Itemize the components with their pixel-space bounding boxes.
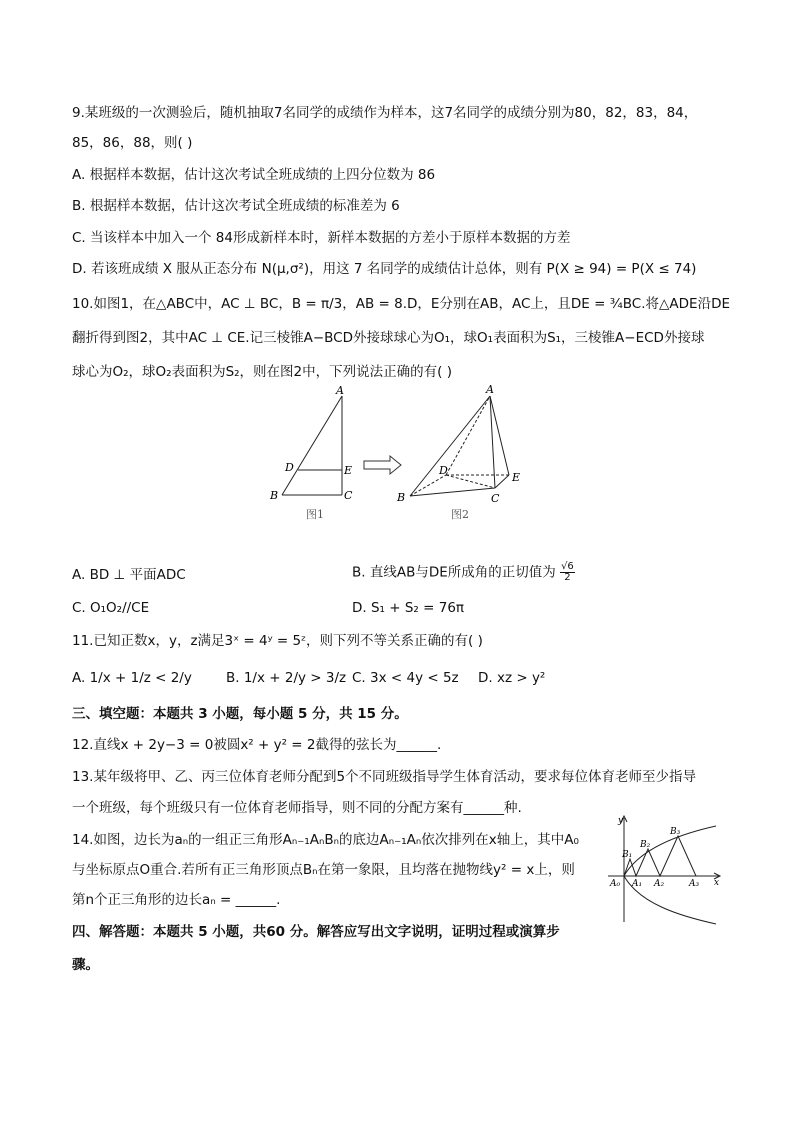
section-4-heading-line2: 骤。 <box>72 957 99 973</box>
q14-line1: 14.如图，边长为aₙ的一组正三角形Aₙ₋₁AₙBₙ的底边Aₙ₋₁Aₙ依次排列在x轴上，其中A₀ <box>72 832 579 848</box>
q10-option-d: D. S₁ + S₂ = 76π <box>352 600 465 616</box>
q10-option-a: A. BD ⊥ 平面ADC <box>72 567 186 583</box>
fig14-label-a0: A₀ <box>610 879 621 889</box>
fig14-label-a1: A₁ <box>632 879 643 889</box>
q11-option-b: B. 1/x + 2/y > 3/z <box>226 670 347 686</box>
q13-line1: 13.某年级将甲、乙、丙三位体育老师分配到5个不同班级指导学生体育活动，要求每位体育老师至少指导 <box>72 769 697 785</box>
fig2-label-e: E <box>512 471 521 484</box>
fig2-caption: 图2 <box>451 508 469 521</box>
q13-line2: 一个班级，每个班级只有一位体育老师指导，则不同的分配方案有______种. <box>72 800 522 816</box>
q10-stem-line2: 翻折得到图2，其中AC ⊥ CE.记三棱锥A−BCD外接球球心为O₁，球O₁表面积为S₁，三棱锥A−ECD外接球 <box>72 330 705 346</box>
fig1-label-d: D <box>285 461 294 474</box>
q10-option-c: C. O₁O₂//CE <box>72 600 150 616</box>
fig14-label-y: y <box>618 816 624 826</box>
q14-parabola-figure <box>600 812 726 928</box>
section-4-heading-line1: 四、解答题：本题共 5 小题，共60 分。解答应写出文字说明，证明过程或演算步 <box>72 924 560 940</box>
section-3-heading: 三、填空题：本题共 3 小题，每小题 5 分，共 15 分。 <box>72 706 408 722</box>
q10-option-b-num: √6 <box>561 561 574 572</box>
triangle-chain <box>624 836 696 876</box>
q9-option-a: A. 根据样本数据，估计这次考试全班成绩的上四分位数为 86 <box>72 167 436 183</box>
q10-option-b <box>352 562 575 583</box>
q12-text: 12.直线x + 2y−3 = 0被圆x² + y² = 2截得的弦长为______. <box>72 737 442 753</box>
fig14-label-b3: B₃ <box>670 827 681 837</box>
q10-stem-line3: 球心为O₂，球O₂表面积为S₂，则在图2中，下列说法正确的有( ) <box>72 364 452 380</box>
q9-option-b: B. 根据样本数据，估计这次考试全班成绩的标准差为 6 <box>72 198 400 214</box>
fig2-label-c: C <box>491 492 500 505</box>
fig14-label-a2: A₂ <box>654 879 665 889</box>
q9-stem-line2: 85，86，88，则( ) <box>72 135 193 151</box>
fig14-label-b2: B₂ <box>640 840 651 850</box>
fig1-label-e: E <box>344 464 353 477</box>
q14-line3: 第n个正三角形的边长aₙ = ______. <box>72 892 281 908</box>
fig2-label-b: B <box>397 491 406 504</box>
fig2-label-a: A <box>486 383 494 396</box>
fig1-label-a: A <box>336 384 344 397</box>
fig1-caption: 图1 <box>306 508 324 521</box>
q9-stem-line1: 9.某班级的一次测验后，随机抽取7名同学的成绩作为样本，这7名同学的成绩分别为80，82，83，84， <box>72 105 698 121</box>
fig1-label-b: B <box>270 489 279 502</box>
q10-option-b-prefix: B. 直线AB与DE所成角的正切值为 <box>352 564 556 581</box>
q10-stem-line1: 10.如图1，在△ABC中，AC ⊥ BC，B = π/3，AB = 8.D，E分别在AB，AC上，且DE = ¾BC.将△ADE沿DE <box>72 296 730 312</box>
figure-2-pyramid <box>410 396 509 496</box>
figure-1-triangle <box>282 396 342 495</box>
fig14-label-a3: A₃ <box>689 879 700 889</box>
q11-option-d: D. xz > y² <box>478 670 546 686</box>
q10-figures <box>262 382 532 522</box>
q9-option-d: D. 若该班成绩 X 服从正态分布 N(μ,σ²)，用这 7 名同学的成绩估计总体，则有 P(X ≥ 94) = P(X ≤ 74) <box>72 261 697 277</box>
transform-arrow <box>364 456 401 474</box>
fig14-label-x: x <box>714 878 720 888</box>
q14-line2: 与坐标原点O重合.若所有正三角形顶点Bₙ在第一象限，且均落在抛物线y² = x上，则 <box>72 862 575 878</box>
q11-stem: 11.已知正数x，y，z满足3ˣ = 4ʸ = 5ᶻ，则下列不等关系正确的有( ) <box>72 633 483 649</box>
q10-option-b-den: 2 <box>564 572 571 583</box>
q11-option-c: C. 3x < 4y < 5z <box>352 670 459 686</box>
parabola-curve <box>624 826 716 924</box>
fig14-label-b1: B₁ <box>622 850 633 860</box>
fig1-label-c: C <box>344 489 353 502</box>
q9-option-c: C. 当该样本中加入一个 84形成新样本时，新样本数据的方差小于原样本数据的方差 <box>72 230 571 246</box>
q11-option-a: A. 1/x + 1/z < 2/y <box>72 670 192 686</box>
fig2-label-d: D <box>439 464 448 477</box>
q10-option-b-fraction <box>560 562 575 583</box>
